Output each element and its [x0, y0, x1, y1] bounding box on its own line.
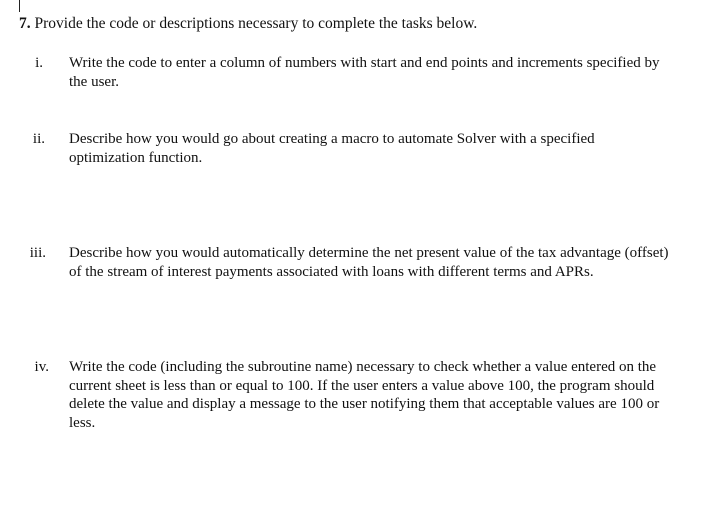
list-item-text: Write the code to enter a column of numbers with start and end points and increments specified by the user. — [69, 55, 660, 90]
list-marker: i. — [35, 55, 43, 71]
list-item-text: Describe how you would automatically determine the net present value of the tax advantage (offset) of the stream of interest payments associated with loans with different terms and APRs. — [69, 245, 669, 280]
question-heading — [19, 14, 477, 33]
list-item-text: Write the code (including the subroutine name) necessary to check whether a value entered on the current sheet is less than or equal to 100. If the user enters a value above 100, the program should delete the value and display a message to the user notifying them that acceptable values are 100 or less. — [69, 359, 660, 431]
list-marker: ii. — [32, 131, 45, 147]
list-marker: iv. — [34, 359, 49, 375]
question-text: Provide the code or descriptions necessary to complete the tasks below. — [34, 15, 478, 32]
text-cursor — [19, 0, 20, 12]
question-number: 7. — [19, 15, 31, 32]
list-marker: iii. — [29, 245, 46, 261]
list-item-text: Describe how you would go about creating a macro to automate Solver with a specified optimization function. — [69, 131, 595, 166]
